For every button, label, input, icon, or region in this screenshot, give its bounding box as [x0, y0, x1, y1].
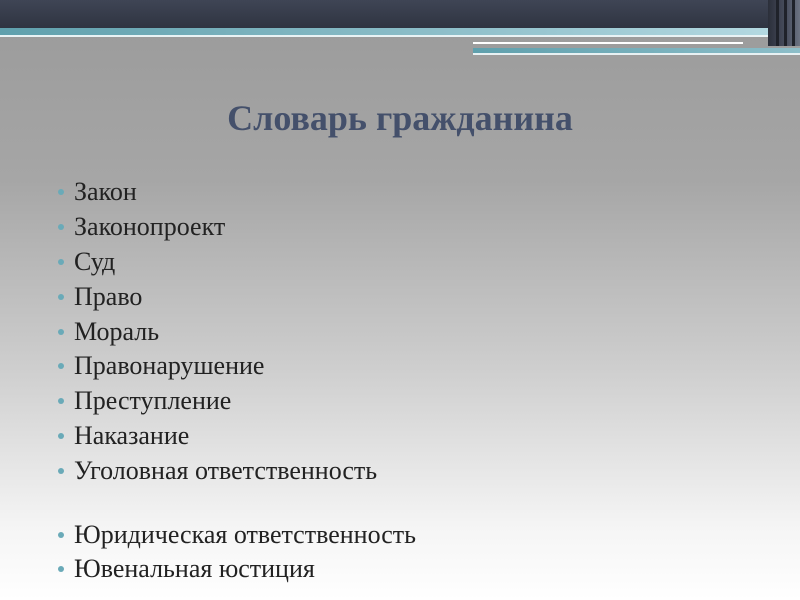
bullet-list [58, 175, 778, 587]
list-item [58, 279, 778, 314]
header-accent-band [0, 28, 800, 35]
list-item-text: Правонарушение [74, 351, 265, 381]
list-item [58, 175, 778, 210]
list-item [58, 210, 778, 245]
list-item [58, 517, 778, 552]
bullet-icon [58, 532, 64, 538]
list-item-text: Юридическая ответственность [74, 519, 416, 549]
corner-stripe [776, 0, 779, 46]
bullet-icon [58, 433, 64, 439]
list-item-text: Уголовная ответственность [74, 455, 378, 485]
header-accent-line [0, 35, 800, 37]
list-item-text: Наказание [74, 420, 190, 450]
list-item-text: Право [74, 281, 143, 311]
list-item [58, 245, 778, 280]
list-item-text: Закон [74, 177, 137, 207]
corner-stripe [792, 0, 795, 46]
slide-title: Словарь гражданина [227, 98, 573, 138]
corner-stripe [784, 0, 787, 46]
list-item [58, 419, 778, 454]
list-item-text: Суд [74, 246, 116, 276]
bullet-icon [58, 398, 64, 404]
header-bar [0, 0, 800, 28]
bullet-icon [58, 363, 64, 369]
bullet-icon [58, 566, 64, 572]
list-item-text: Законопроект [74, 212, 226, 242]
decorative-rule [473, 42, 743, 44]
bullet-icon [58, 224, 64, 230]
bullet-icon [58, 189, 64, 195]
list-item [58, 453, 778, 488]
bullet-icon [58, 329, 64, 335]
list-item-text: Ювенальная юстиция [74, 554, 315, 584]
list-item [58, 552, 778, 587]
list-item-text: Преступление [74, 386, 232, 416]
list-item [58, 349, 778, 384]
bullet-icon [58, 468, 64, 474]
bullet-icon [58, 259, 64, 265]
list-item [58, 314, 778, 349]
bullet-icon [58, 294, 64, 300]
list-item [58, 384, 778, 419]
decorative-rule [473, 53, 800, 55]
list-item-text: Мораль [74, 316, 160, 346]
